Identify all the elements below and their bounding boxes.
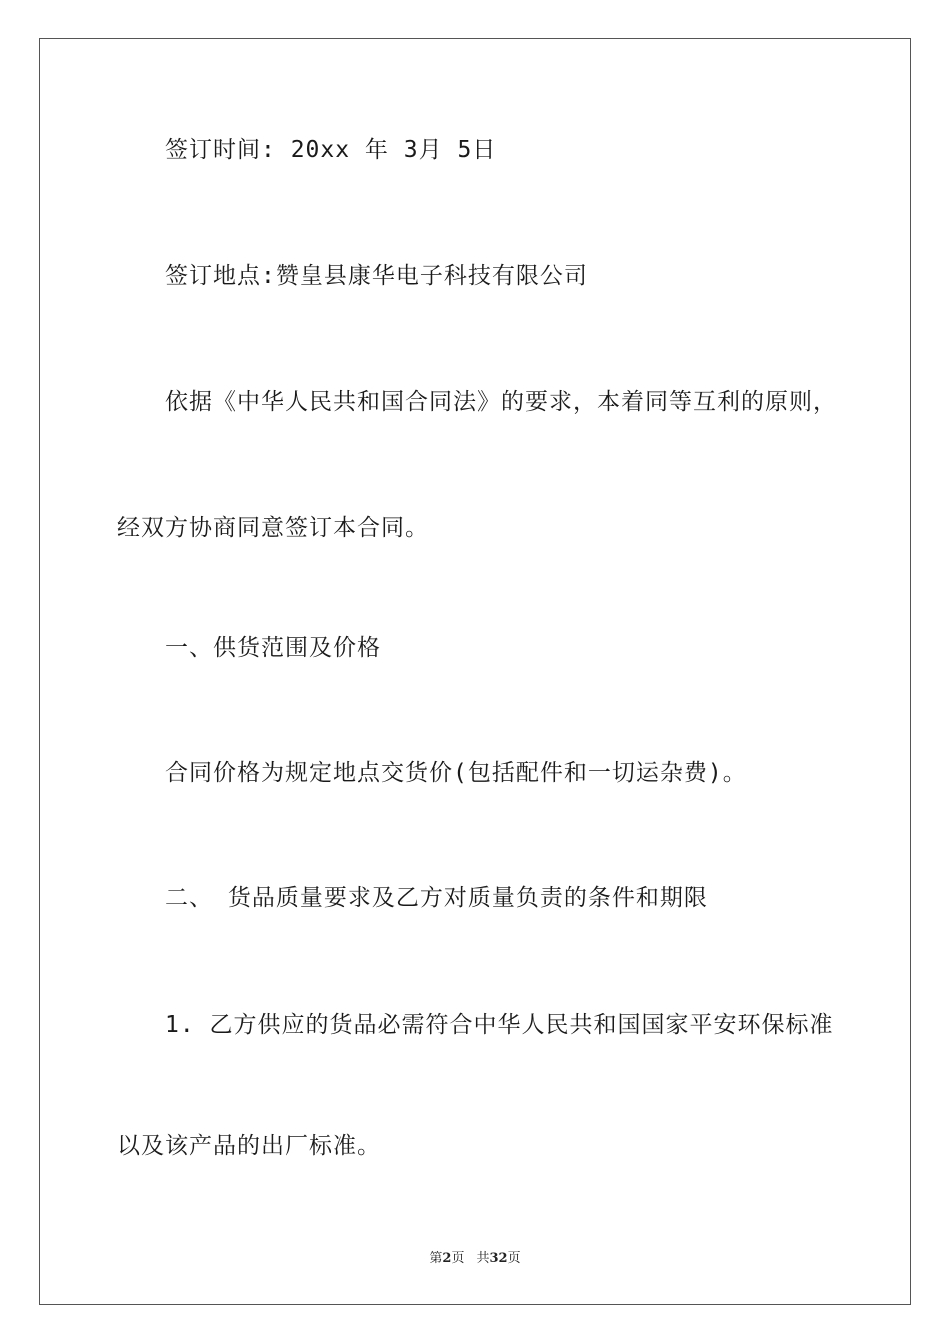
page-suffix: 页 <box>451 1251 465 1266</box>
total-suffix: 页 <box>507 1251 521 1266</box>
preamble-line-1: 依据《中华人民共和国合同法》的要求，本着同等互利的原则， <box>165 389 837 415</box>
page-footer <box>0 1247 950 1266</box>
total-prefix: 共 <box>476 1251 490 1266</box>
page-number: 2 <box>442 1251 452 1266</box>
section-heading-1: 一、供货范围及价格 <box>165 635 381 661</box>
price-clause-line: 合同价格为规定地点交货价(包括配件和一切运杂费)。 <box>165 760 747 786</box>
page-border <box>39 38 911 1305</box>
section-heading-2: 二、 货品质量要求及乙方对质量负责的条件和期限 <box>165 885 708 911</box>
quality-clause-line-2: 以及该产品的出厂标准。 <box>117 1133 381 1159</box>
preamble-line-2: 经双方协商同意签订本合同。 <box>117 515 429 541</box>
quality-clause-line-1: 1. 乙方供应的货品必需符合中华人民共和国国家平安环保标准 <box>165 1012 834 1038</box>
signing-date-line: 签订时间: 20xx 年 3月 5日 <box>165 137 497 163</box>
page-prefix: 第 <box>429 1251 443 1266</box>
total-pages: 32 <box>489 1251 508 1266</box>
signing-location-line: 签订地点:赞皇县康华电子科技有限公司 <box>165 263 588 289</box>
